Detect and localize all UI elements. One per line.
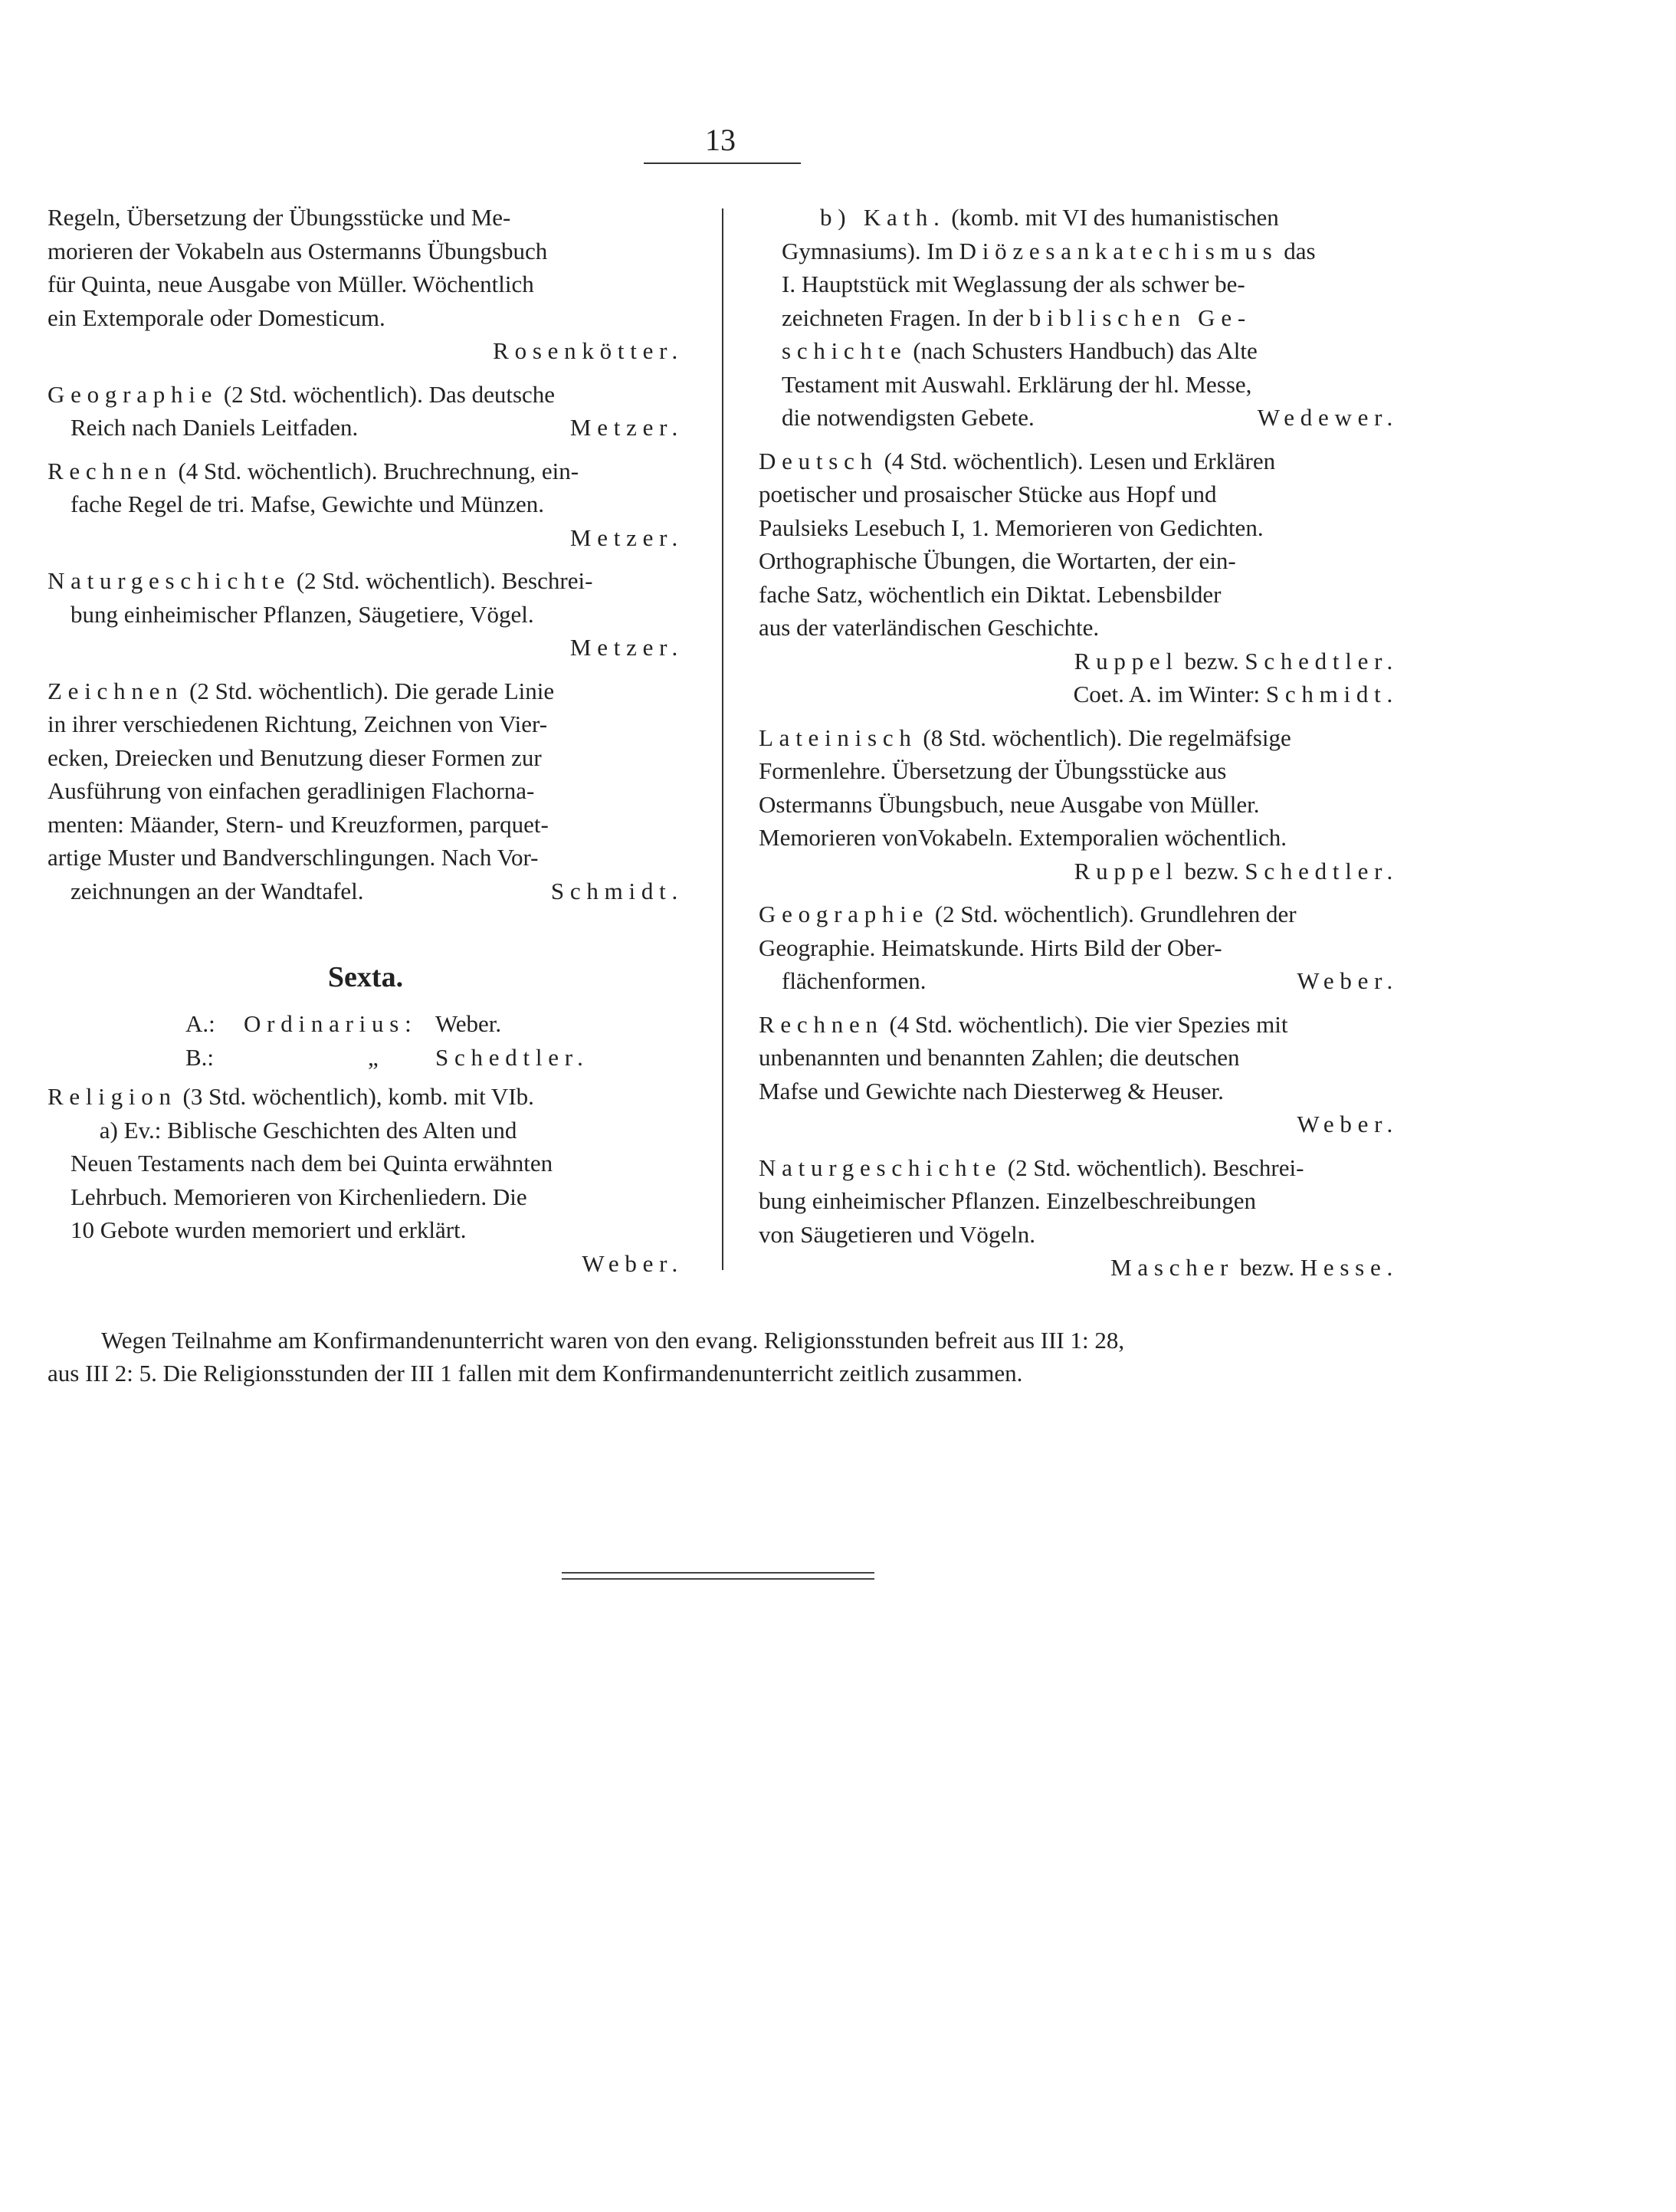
teacher-signature: Weber.	[1297, 967, 1399, 994]
staff-row-b: B.: „ Schedtler.	[185, 1043, 589, 1071]
geography-paragraph: Geographie (2 Std. wöchentlich). Grundlehren der Geographie. Heimatskunde. Hirts Bild der Ober- flächenformen. Weber.	[759, 898, 1399, 998]
teacher-signature: Metzer.	[569, 523, 684, 551]
teacher-signature: Metzer.	[569, 414, 684, 441]
subject-name: Geographie	[759, 901, 930, 927]
drawing-paragraph: Zeichnen (2 Std. wöchentlich). Die gerade Linie in ihrer verschiedenen Richtung, Zeichnen von Vier- ecken, Dreiecken und Benutzung dieser Formen zur Ausführung von einfachen geradlinigen Flachorna- menten: Mäander, Stern- und Kreuzformen, parquet- artige Muster und Bandverschlingungen. Nach Vor- zeichnungen an der Wandtafel. Schmidt.	[48, 674, 684, 908]
german-paragraph: Deutsch (4 Std. wöchentlich). Lesen und Erklären poetischer und prosaischer Stücke aus Hopf und Paulsieks Lesebuch I, 1. Memorieren von Gedichten. Orthographische Übungen, die Wortarten, der ein- fache Satz, wöchentlich ein Diktat. Lebensbilder aus der vaterländischen Geschichte. Ruppel bezw. Schedtler. Coet. A. im Winter: Schmidt.	[759, 445, 1399, 711]
subject-name: Rechnen	[48, 457, 172, 484]
teacher-signature: Schmidt.	[550, 877, 684, 904]
column-divider	[722, 208, 723, 1270]
sexta-staff	[48, 1007, 684, 1074]
geography-paragraph: Geographie (2 Std. wöchentlich). Das deutsche Reich nach Daniels Leitfaden. Metzer.	[48, 378, 684, 445]
natural-history-paragraph: Naturgeschichte (2 Std. wöchentlich). Beschrei- bung einheimischer Pflanzen, Säugetiere, Vögel. Metzer.	[48, 564, 684, 665]
teacher-signature: Metzer.	[569, 634, 684, 661]
teacher-signature: Weber.	[582, 1249, 684, 1277]
staff-row-a: A.: Ordinarius: Weber.	[185, 1010, 502, 1037]
subject-name: Religion	[48, 1083, 177, 1110]
latin-continuation-paragraph: Regeln, Übersetzung der Übungsstücke und Me- morieren der Vokabeln aus Ostermanns Übungsbuch für Quinta, neue Ausgabe von Müller. Wöchentlich ein Extemporale oder Domesticum. Rosenkötter.	[48, 201, 684, 368]
catholic-religion-paragraph: b) Kath. (komb. mit VI des humanistischen Gymnasiums). Im Diözesankatechismus das I. Hauptstück mit Weglassung der als schwer be- zeichneten Fragen. In der biblischen Ge- schichte (nach Schusters Handbuch) das Alte Testament mit Auswahl. Erklärung der hl. Messe, die notwendigsten Gebete. Wedewer.	[759, 201, 1399, 435]
right-column	[759, 201, 1399, 1295]
end-double-rule	[562, 1572, 874, 1580]
footnote: Wegen Teilnahme am Konfirmandenunterricht waren von den evang. Religionsstunden befreit aus III 1: 28, aus III 2: 5. Die Religionsstunden der III 1 fallen mit dem Konfirmandenunterricht zeitlich zusammen.	[48, 1327, 1125, 1387]
subject-name: Lateinisch	[759, 724, 917, 751]
teacher-signature: Rosenkötter.	[493, 337, 684, 364]
page-number: 13	[705, 123, 736, 157]
subject-name: Rechnen	[759, 1010, 884, 1038]
latin-paragraph: Lateinisch (8 Std. wöchentlich). Die regelmäfsige Formenlehre. Übersetzung der Übungsstücke aus Ostermanns Übungsbuch, neue Ausgabe von Müller. Memorieren vonVokabeln. Extemporalien wöchentlich. Ruppel bezw. Schedtler.	[759, 721, 1399, 888]
catholic-label: b) Kath.	[820, 204, 946, 231]
teacher-signature: Wedewer.	[1257, 404, 1399, 431]
header-rule	[644, 162, 801, 164]
teacher-signature: Mascher bezw. Hesse.	[1110, 1254, 1399, 1281]
section-title-sexta: Sexta.	[327, 961, 404, 993]
arithmetic-paragraph: Rechnen (4 Std. wöchentlich). Bruchrechnung, ein- fache Regel de tri. Mafse, Gewichte und Münzen. Metzer.	[48, 455, 684, 555]
left-column	[48, 201, 684, 1290]
subject-name: Geographie	[48, 380, 218, 408]
subject-name: Deutsch	[759, 447, 878, 474]
subject-name: Naturgeschichte	[48, 567, 291, 594]
evangelical-label: a) Ev.:	[99, 1116, 162, 1144]
subject-name: Naturgeschichte	[759, 1154, 1002, 1181]
religion-paragraph: Religion (3 Std. wöchentlich), komb. mit VIb. a) Ev.: Biblische Geschichten des Alten und Neuen Testaments nach dem bei Quinta erwähnten Lehrbuch. Memorieren von Kirchenliedern. Die 10 Gebote wurden memoriert und erklärt. Weber.	[48, 1080, 684, 1280]
teacher-signature: Weber.	[1297, 1111, 1399, 1137]
teacher-signature: Coet. A. im Winter: Schmidt.	[1073, 681, 1399, 707]
teacher-signature: Ruppel bezw. Schedtler.	[1074, 857, 1399, 884]
teacher-signature: Ruppel bezw. Schedtler.	[1074, 647, 1399, 674]
arithmetic-paragraph: Rechnen (4 Std. wöchentlich). Die vier Spezies mit unbenannten und benannten Zahlen; die deutschen Mafse und Gewichte nach Diesterweg & Heuser. Weber.	[759, 1008, 1399, 1141]
natural-history-paragraph: Naturgeschichte (2 Std. wöchentlich). Beschrei- bung einheimischer Pflanzen. Einzelbeschreibungen von Säugetieren und Vögeln. Mascher bezw. Hesse.	[759, 1151, 1399, 1285]
subject-name: Zeichnen	[48, 677, 184, 704]
